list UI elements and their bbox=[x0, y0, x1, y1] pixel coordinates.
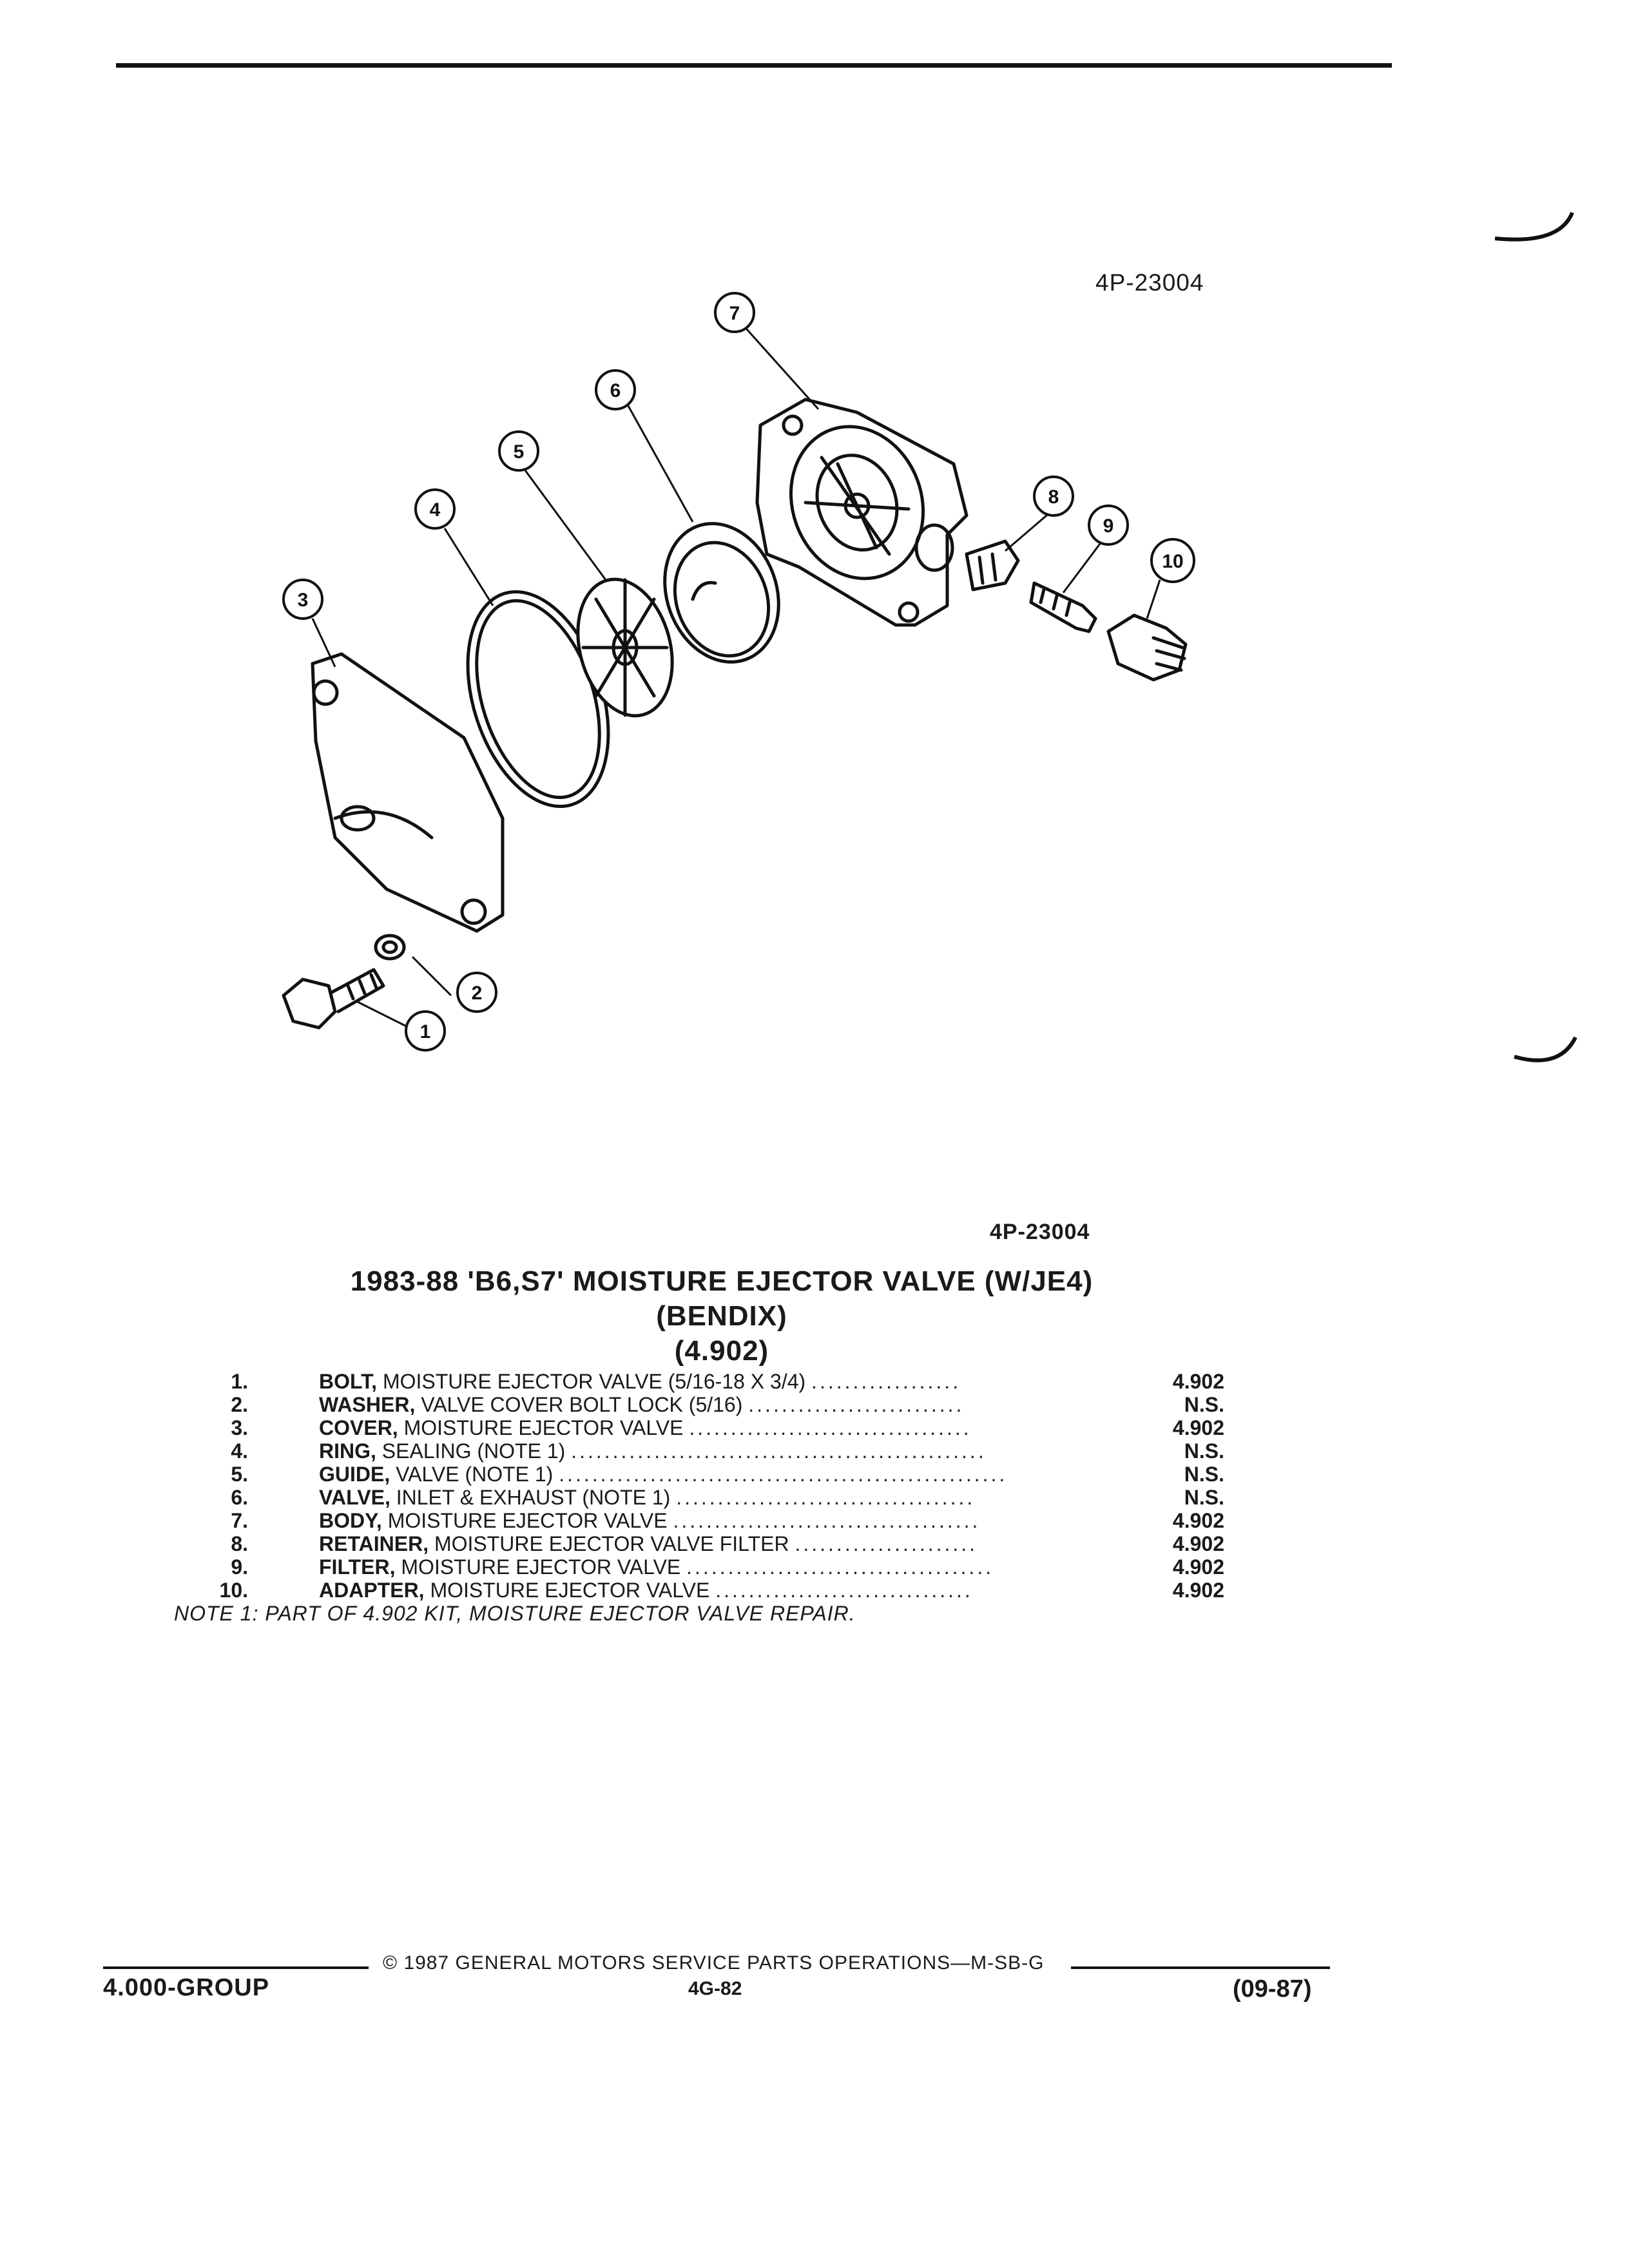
part-name: BOLT, bbox=[319, 1370, 378, 1393]
figure-id-bottom: 4P-23004 bbox=[990, 1220, 1090, 1244]
svg-text:3: 3 bbox=[297, 590, 309, 611]
part-name: BODY, bbox=[319, 1509, 382, 1532]
part-description: RING, SEALING (NOTE 1) .................................................. bbox=[319, 1439, 987, 1463]
part-reference: 4.902 bbox=[1172, 1579, 1224, 1602]
part-detail: SEALING (NOTE 1) bbox=[381, 1439, 566, 1463]
part-name: ADAPTER, bbox=[319, 1579, 425, 1602]
part-reference: 4.902 bbox=[1172, 1532, 1224, 1555]
part-detail: MOISTURE EJECTOR VALVE bbox=[401, 1555, 681, 1579]
part-description: COVER, MOISTURE EJECTOR VALVE .................................. bbox=[319, 1416, 972, 1439]
svg-text:6: 6 bbox=[610, 380, 621, 401]
part-description: VALVE, INLET & EXHAUST (NOTE 1) .................................... bbox=[319, 1486, 976, 1509]
part-description: FILTER, MOISTURE EJECTOR VALVE ..................................... bbox=[319, 1555, 994, 1579]
part-reference: N.S. bbox=[1184, 1439, 1224, 1463]
part-number: 9. bbox=[231, 1555, 248, 1579]
part-number: 8. bbox=[231, 1532, 248, 1555]
callout-3 bbox=[284, 580, 322, 619]
parts-row bbox=[168, 1509, 1224, 1532]
revision-date: (09-87) bbox=[1233, 1975, 1312, 2003]
svg-text:4: 4 bbox=[429, 499, 441, 521]
callout-8 bbox=[1034, 477, 1073, 515]
scan-edge-marks bbox=[1495, 213, 1576, 1160]
part-name: RETAINER, bbox=[319, 1532, 429, 1555]
parts-row bbox=[168, 1579, 1224, 1602]
part-name: FILTER, bbox=[319, 1555, 396, 1579]
part-adapter bbox=[1108, 615, 1186, 680]
footer-rule-right bbox=[1071, 1966, 1330, 1969]
part-detail: VALVE COVER BOLT LOCK (5/16) bbox=[421, 1393, 743, 1416]
part-name: WASHER, bbox=[319, 1393, 416, 1416]
part-detail: VALVE (NOTE 1) bbox=[396, 1463, 554, 1486]
svg-text:1: 1 bbox=[419, 1021, 431, 1043]
part-bolt bbox=[284, 970, 383, 1028]
svg-text:8: 8 bbox=[1048, 486, 1059, 508]
title-line-1: 1983-88 'B6,S7' MOISTURE EJECTOR VALVE (W/JE4) bbox=[350, 1265, 1094, 1297]
svg-text:2: 2 bbox=[471, 983, 483, 1004]
svg-text:10: 10 bbox=[1162, 551, 1184, 572]
callout-10 bbox=[1152, 539, 1194, 582]
page-number: 4G-82 bbox=[688, 1978, 742, 1999]
callout-5 bbox=[499, 432, 538, 470]
callout-7 bbox=[715, 293, 754, 332]
part-description: RETAINER, MOISTURE EJECTOR VALVE FILTER ...................... bbox=[319, 1532, 978, 1555]
parts-row bbox=[168, 1486, 1224, 1509]
title-line-3: (4.902) bbox=[674, 1335, 769, 1367]
part-detail: MOISTURE EJECTOR VALVE FILTER bbox=[434, 1532, 789, 1555]
part-washer bbox=[376, 936, 404, 959]
part-reference: 4.902 bbox=[1172, 1555, 1224, 1579]
parts-row bbox=[168, 1439, 1224, 1463]
part-reference: 4.902 bbox=[1172, 1370, 1224, 1393]
callout-9 bbox=[1089, 506, 1128, 544]
leader-lines bbox=[313, 329, 1160, 1028]
part-detail: MOISTURE EJECTOR VALVE bbox=[430, 1579, 710, 1602]
part-name: VALVE, bbox=[319, 1486, 390, 1509]
part-name: RING, bbox=[319, 1439, 376, 1463]
part-cover bbox=[313, 654, 503, 931]
part-reference: 4.902 bbox=[1172, 1416, 1224, 1439]
svg-text:7: 7 bbox=[729, 303, 740, 324]
part-description: BODY, MOISTURE EJECTOR VALVE ..................................... bbox=[319, 1509, 981, 1532]
footnote: NOTE 1: PART OF 4.902 KIT, MOISTURE EJECTOR VALVE REPAIR. bbox=[174, 1602, 856, 1625]
part-number: 6. bbox=[231, 1486, 248, 1509]
part-reference: N.S. bbox=[1184, 1463, 1224, 1486]
group-label: 4.000-GROUP bbox=[103, 1974, 270, 2001]
parts-row bbox=[168, 1393, 1224, 1416]
part-number: 1. bbox=[231, 1370, 248, 1393]
part-number: 2. bbox=[231, 1393, 248, 1416]
callout-1 bbox=[406, 1012, 445, 1050]
footer-rule-left bbox=[103, 1966, 369, 1969]
title-line-2: (BENDIX) bbox=[656, 1300, 787, 1332]
callout-4 bbox=[416, 490, 454, 528]
svg-text:9: 9 bbox=[1103, 515, 1114, 537]
part-reference: N.S. bbox=[1184, 1486, 1224, 1509]
part-number: 10. bbox=[219, 1579, 248, 1602]
part-filter bbox=[1031, 583, 1095, 631]
part-detail: MOISTURE EJECTOR VALVE bbox=[403, 1416, 684, 1439]
part-number: 7. bbox=[231, 1509, 248, 1532]
copyright-line: © 1987 GENERAL MOTORS SERVICE PARTS OPERATIONS—M-SB-G bbox=[383, 1952, 1045, 1974]
callout-2 bbox=[458, 973, 496, 1012]
parts-row bbox=[168, 1532, 1224, 1555]
parts-row bbox=[168, 1416, 1224, 1439]
parts-list bbox=[168, 1370, 1224, 1602]
page-title bbox=[0, 1264, 1443, 1369]
parts-row bbox=[168, 1370, 1224, 1393]
part-reference: 4.902 bbox=[1172, 1509, 1224, 1532]
callouts bbox=[284, 293, 1194, 1050]
part-description: WASHER, VALVE COVER BOLT LOCK (5/16) .......................... bbox=[319, 1393, 965, 1416]
part-retainer bbox=[967, 541, 1018, 590]
figure-id-top: 4P-23004 bbox=[1095, 269, 1204, 296]
svg-text:5: 5 bbox=[513, 441, 525, 463]
part-number: 3. bbox=[231, 1416, 248, 1439]
part-description: ADAPTER, MOISTURE EJECTOR VALVE ............................... bbox=[319, 1579, 973, 1602]
part-reference: N.S. bbox=[1184, 1393, 1224, 1416]
part-detail: MOISTURE EJECTOR VALVE bbox=[387, 1509, 668, 1532]
part-name: COVER, bbox=[319, 1416, 398, 1439]
part-detail: INLET & EXHAUST (NOTE 1) bbox=[396, 1486, 671, 1509]
part-body bbox=[757, 399, 967, 625]
parts-row bbox=[168, 1555, 1224, 1579]
part-name: GUIDE, bbox=[319, 1463, 390, 1486]
parts-row bbox=[168, 1463, 1224, 1486]
part-number: 4. bbox=[231, 1439, 248, 1463]
part-detail: MOISTURE EJECTOR VALVE (5/16-18 X 3/4) bbox=[382, 1370, 806, 1393]
part-description: GUIDE, VALVE (NOTE 1) ...................................................... bbox=[319, 1463, 1008, 1486]
part-number: 5. bbox=[231, 1463, 248, 1486]
callout-6 bbox=[596, 370, 635, 409]
part-description: BOLT, MOISTURE EJECTOR VALVE (5/16-18 X 3/4) .................. bbox=[319, 1370, 961, 1393]
